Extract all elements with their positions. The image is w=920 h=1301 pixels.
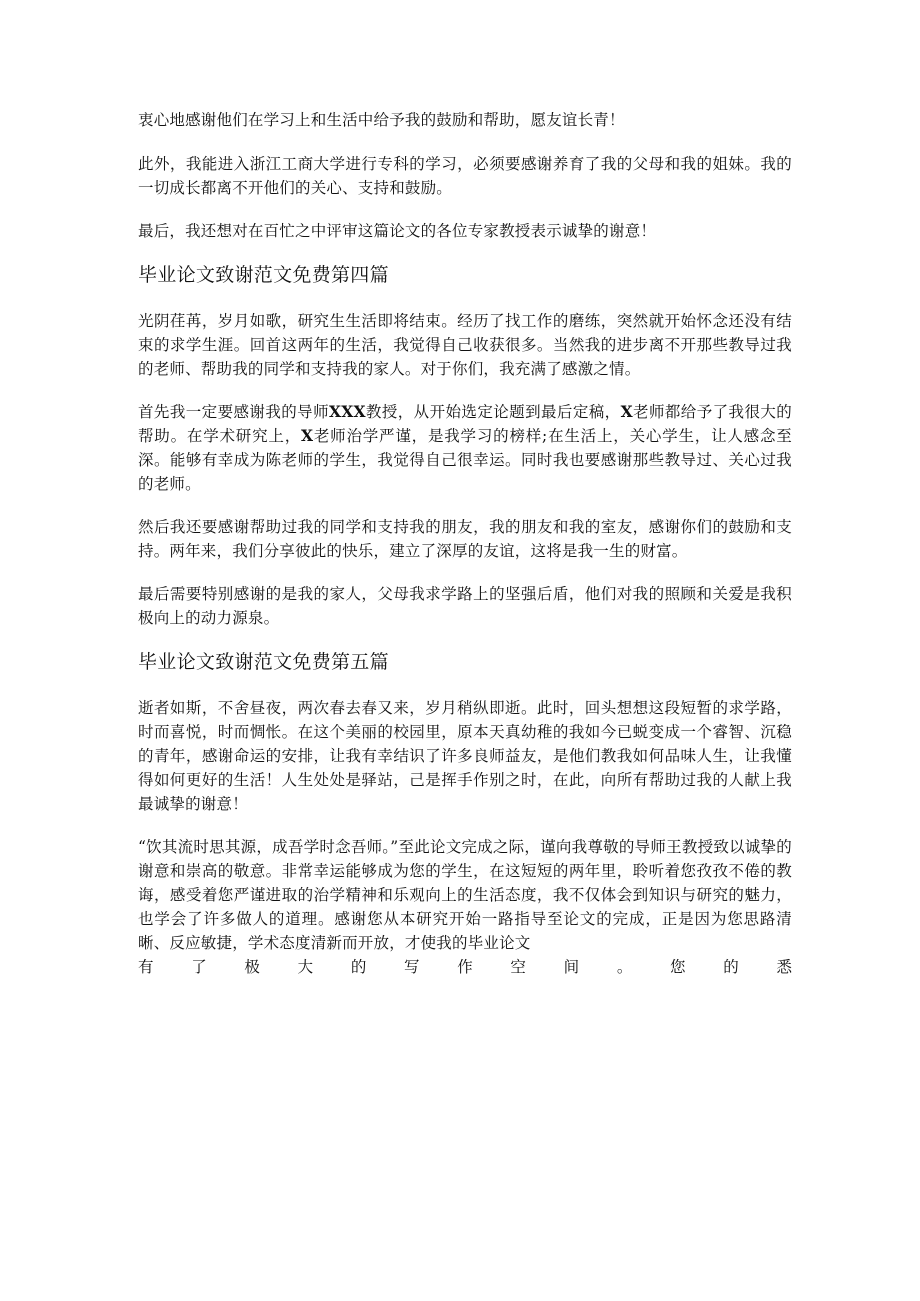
char: 间 bbox=[563, 958, 580, 976]
char: 有 bbox=[138, 958, 154, 976]
section-heading-five: 毕业论文致谢范文免费第五篇 bbox=[138, 651, 389, 673]
advisor-name: XXX bbox=[329, 402, 366, 421]
text-segment: 教授，从开始选定论题到最后定稿， bbox=[365, 403, 621, 421]
section5-last-line bbox=[138, 955, 792, 979]
section4-paragraph-1: 光阴荏苒，岁月如歌，研究生生活即将结束。经历了找工作的磨练，突然就开始怀念还没有结束的求学生涯。回首这两年的生活，我觉得自己收获很多。当然我的进步离不开那些教导过我的老师、帮助我的同学和支持我的家人。对于你们，我充满了感激之情。 bbox=[138, 312, 792, 378]
char: 写 bbox=[404, 958, 420, 976]
char: 空 bbox=[510, 958, 526, 976]
section4-paragraph-2 bbox=[138, 400, 792, 496]
advisor-initial: X bbox=[301, 426, 314, 445]
char: 的 bbox=[723, 958, 739, 976]
char: 您 bbox=[670, 958, 686, 976]
char: 大 bbox=[297, 958, 314, 976]
text-segment: 首先我一定要感谢我的导师 bbox=[138, 403, 330, 421]
char: 极 bbox=[244, 958, 260, 976]
section4-paragraph-4: 最后需要特别感谢的是我的家人，父母我求学路上的坚强后盾，他们对我的照顾和关爱是我积极向上的动力源泉。 bbox=[138, 585, 792, 627]
section4-paragraph-3: 然后我还要感谢帮助过我的同学和支持我的朋友，我的朋友和我的室友，感谢你们的鼓励和支持。两年来，我们分享彼此的快乐，建立了深厚的友谊，这将是我一生的财富。 bbox=[138, 518, 792, 560]
paragraph-thanks-reviewers: 最后，我还想对在百忙之中评审这篇论文的各位专家教授表示诚挚的谢意！ bbox=[138, 222, 657, 240]
document-page bbox=[138, 108, 792, 979]
text-segment: 老师治学严谨，是我学习的榜样;在生活上，关心学生，让人感念至深。能够有幸成为陈老师的学生，我觉得自己很幸运。同时我也要感谢那些教导过、关心过我的老师。 bbox=[138, 427, 792, 493]
text-segment: 老师都给予了我很大的帮助。在学术研究上， bbox=[138, 403, 792, 445]
section5-paragraph-2: “饮其流时思其源，成吾学时念吾师。”至此论文完成之际，谨向我尊敬的导师王教授致以诚挚的谢意和崇高的敬意。非常幸运能够成为您的学生，在这短短的两年里，聆听着您孜孜不倦的教诲，感受着您严谨进取的治学精神和乐观向上的生活态度，我不仅体会到知识与研究的魅力，也学会了许多做人的道理。感谢您从本研究开始一路指导至论文的完成，正是因为您思路清晰、反应敏捷，学术态度清新而开放，才使我的毕业论文 bbox=[138, 838, 792, 952]
char: 悉 bbox=[776, 958, 792, 976]
paragraph-thanks-family: 此外，我能进入浙江工商大学进行专科的学习，必须要感谢养育了我的父母和我的姐妹。我的一切成长都离不开他们的关心、支持和鼓励。 bbox=[138, 155, 792, 197]
advisor-initial: X bbox=[620, 402, 633, 421]
section-heading-four: 毕业论文致谢范文免费第四篇 bbox=[138, 264, 389, 286]
char: 的 bbox=[350, 958, 367, 976]
section5-paragraph-1: 逝者如斯，不舍昼夜，两次春去春又来，岁月稍纵即逝。此时，回头想想这段短暂的求学路，时而喜悦，时而惆怅。在这个美丽的校园里，原本天真幼稚的我如今已蜕变成一个睿智、沉稳的青年，感谢命运的安排，让我有幸结识了许多良师益友，是他们教我如何品味人生，让我懂得如何更好的生活！人生处处是驿站，己是挥手作别之时，在此，向所有帮助过我的人献上我最诚挚的谢意！ bbox=[138, 699, 792, 813]
char: 作 bbox=[457, 958, 473, 976]
char: 了 bbox=[191, 958, 207, 976]
paragraph-thanks-friends: 衷心地感谢他们在学习上和生活中给予我的鼓励和帮助，愿友谊长青！ bbox=[138, 111, 625, 129]
char: 。 bbox=[616, 958, 633, 976]
